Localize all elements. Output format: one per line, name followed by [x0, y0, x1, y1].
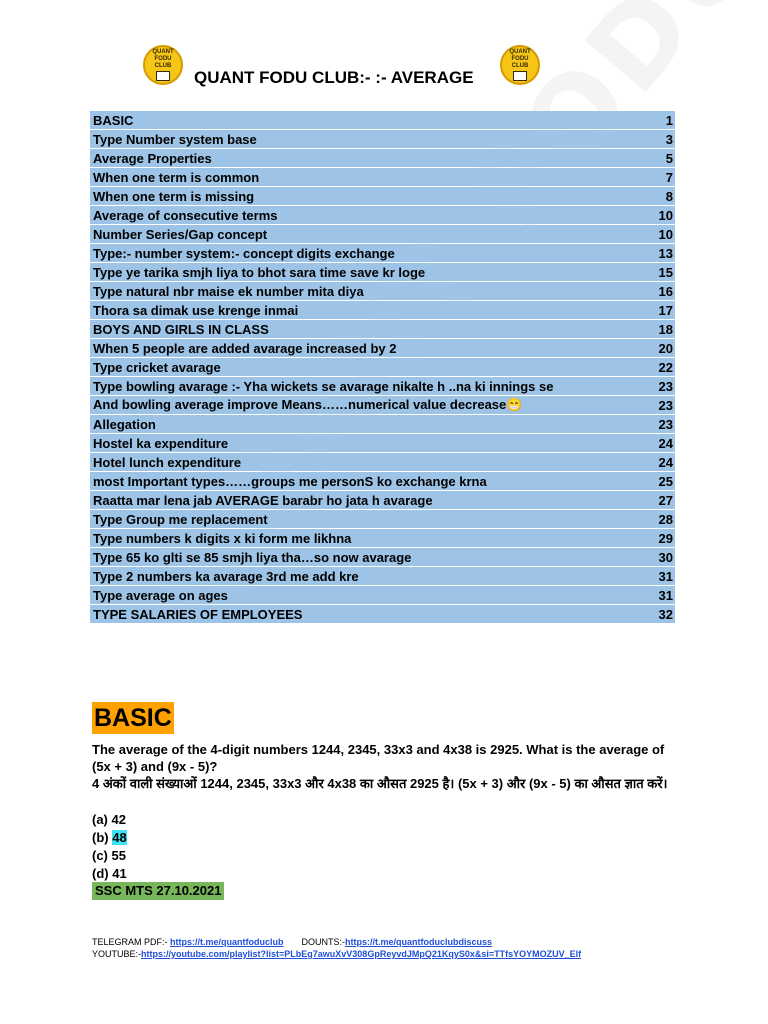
toc-entry[interactable]: [90, 377, 675, 395]
toc-entry[interactable]: [90, 586, 675, 604]
toc-label: most Important types……groups me personS ko exchange krna: [93, 473, 487, 489]
toc-page: 23: [658, 397, 673, 413]
toc-entry[interactable]: [90, 225, 675, 243]
toc-entry[interactable]: [90, 434, 675, 452]
toc-entry[interactable]: [90, 605, 675, 623]
club-logo-icon: [143, 45, 183, 85]
toc-label: When one term is common: [93, 169, 260, 185]
toc-page: 7: [665, 169, 673, 185]
toc-page: 5: [665, 150, 673, 166]
option-value: 42: [111, 812, 126, 827]
toc-label: Type ye tarika smjh liya to bhot sara time save kr loge: [93, 264, 426, 280]
toc-entry[interactable]: [90, 510, 675, 528]
toc-entry[interactable]: [90, 130, 675, 148]
toc-page: 8: [665, 188, 673, 204]
toc-entry[interactable]: [90, 263, 675, 281]
toc-page: 17: [658, 302, 673, 318]
toc-entry[interactable]: [90, 244, 675, 262]
doubts-label: DOUNTS:-: [301, 937, 345, 947]
toc-page: 16: [658, 283, 673, 299]
toc-label: When one term is missing: [93, 188, 255, 204]
toc-entry[interactable]: [90, 320, 675, 338]
toc-label: And bowling average improve Means……numerical value decrease😁: [93, 397, 523, 412]
toc-page: 1: [665, 112, 673, 128]
toc-label: Type Group me replacement: [93, 511, 268, 527]
toc-label: Number Series/Gap concept: [93, 226, 268, 242]
toc-label: Allegation: [93, 416, 156, 432]
toc-label: Raatta mar lena jab AVERAGE barabr ho jata h avarage: [93, 492, 433, 508]
footer: [92, 936, 581, 960]
toc-entry[interactable]: [90, 187, 675, 205]
toc-label: Type numbers k digits x ki form me likhna: [93, 530, 352, 546]
answer-options: [92, 811, 127, 883]
logo-text: CLUB: [154, 63, 172, 69]
toc-label: Hotel lunch expenditure: [93, 454, 242, 470]
toc-page: 31: [658, 568, 673, 584]
club-logo-icon: [500, 45, 540, 85]
book-icon: [513, 71, 527, 81]
correct-option-value: 48: [112, 830, 127, 845]
telegram-label: TELEGRAM PDF:-: [92, 937, 171, 947]
toc-entry[interactable]: [90, 453, 675, 471]
toc-label: BOYS AND GIRLS IN CLASS: [93, 321, 269, 337]
toc-page: 15: [658, 264, 673, 280]
toc-label: BASIC: [93, 112, 134, 128]
option-key: (a): [92, 812, 108, 827]
toc-entry[interactable]: [90, 339, 675, 357]
toc-entry[interactable]: [90, 206, 675, 224]
toc-entry[interactable]: [90, 491, 675, 509]
logo-text: CLUB: [511, 63, 529, 69]
option-key: (d): [92, 866, 109, 881]
toc-page: 32: [658, 606, 673, 622]
toc-page: 23: [658, 416, 673, 432]
logo-text: FODU: [154, 56, 172, 62]
section-heading: BASIC: [94, 704, 172, 732]
toc-page: 27: [658, 492, 673, 508]
toc-page: 31: [658, 587, 673, 603]
toc-label: Type cricket avarage: [93, 359, 221, 375]
toc-label: Type Number system base: [93, 131, 257, 147]
toc-label: Average of consecutive terms: [93, 207, 278, 223]
option-value: 41: [112, 866, 127, 881]
option-a: [92, 811, 127, 829]
toc-page: 3: [665, 131, 673, 147]
toc-label: Type 2 numbers ka avarage 3rd me add kre: [93, 568, 359, 584]
toc-page: 29: [658, 530, 673, 546]
toc-page: 23: [658, 378, 673, 394]
toc-page: 10: [658, 207, 673, 223]
toc-label: TYPE SALARIES OF EMPLOYEES: [93, 606, 303, 622]
toc-page: 25: [658, 473, 673, 489]
toc-entry[interactable]: [90, 529, 675, 547]
toc-entry[interactable]: [90, 168, 675, 186]
question-english: The average of the 4-digit numbers 1244, 2345, 33x3 and 4x38 is 2925. What is the average of (5x + 3) and (9x - 5)?: [92, 742, 665, 774]
option-key: (b): [92, 830, 109, 845]
toc-entry[interactable]: [90, 415, 675, 433]
toc-label: Thora sa dimak use krenge inmai: [93, 302, 299, 318]
toc-page: 28: [658, 511, 673, 527]
youtube-link[interactable]: https://youtube.com/playlist?list=PLbEg7awuXvV308GpReyvdJMpQ21KqyS0x&si=TTfsYOYMOZUV_Elf: [141, 949, 582, 959]
toc-entry[interactable]: [90, 111, 675, 129]
question-block: [92, 741, 682, 792]
toc-page: 18: [658, 321, 673, 337]
toc-label: Type bowling avarage :- Yha wickets se avarage nikalte h ..na ki innings se: [93, 378, 554, 394]
doubts-link[interactable]: https://t.me/quantfoduclubdiscuss: [345, 937, 493, 947]
option-d: [92, 865, 127, 883]
toc-entry[interactable]: [90, 472, 675, 490]
logo-text: QUANT: [152, 49, 174, 55]
toc-label: Type natural nbr maise ek number mita diya: [93, 283, 364, 299]
toc-label: When 5 people are added avarage increased by 2: [93, 340, 397, 356]
toc-label: Type 65 ko glti se 85 smjh liya tha…so now avarage: [93, 549, 412, 565]
option-c: [92, 847, 127, 865]
toc-entry[interactable]: [90, 282, 675, 300]
toc-page: 30: [658, 549, 673, 565]
toc-page: 22: [658, 359, 673, 375]
book-icon: [156, 71, 170, 81]
toc-page: 24: [658, 435, 673, 451]
toc-page: 20: [658, 340, 673, 356]
toc-page: 10: [658, 226, 673, 242]
option-value: 55: [111, 848, 126, 863]
toc-label: Hostel ka expenditure: [93, 435, 229, 451]
toc-entry[interactable]: [90, 567, 675, 585]
page-title: QUANT FODU CLUB:- :- AVERAGE: [194, 68, 474, 87]
option-b: [92, 829, 127, 847]
toc-entry[interactable]: [90, 396, 675, 414]
option-key: (c): [92, 848, 108, 863]
telegram-link[interactable]: https://t.me/quantfoduclub: [170, 937, 284, 947]
toc-entry[interactable]: [90, 548, 675, 566]
toc-entry[interactable]: [90, 358, 675, 376]
toc-label: Type average on ages: [93, 587, 228, 603]
question-hindi: 4 अंकों वाली संख्याओं 1244, 2345, 33x3 और 4x38 का औसत 2925 है। (5x + 3) और (9x - 5) का औसत ज्ञात करें।: [92, 776, 668, 791]
toc-page: 13: [658, 245, 673, 261]
toc-entry[interactable]: [90, 301, 675, 319]
toc-page: 24: [658, 454, 673, 470]
toc-label: Type:- number system:- concept digits exchange: [93, 245, 395, 261]
exam-source-badge: SSC MTS 27.10.2021: [92, 882, 224, 900]
logo-text: QUANT: [509, 49, 531, 55]
logo-text: FODU: [511, 56, 529, 62]
toc-label: Average Properties: [93, 150, 212, 166]
toc-entry[interactable]: [90, 149, 675, 167]
youtube-label: YOUTUBE:-: [92, 949, 142, 959]
table-of-contents: [90, 111, 675, 624]
